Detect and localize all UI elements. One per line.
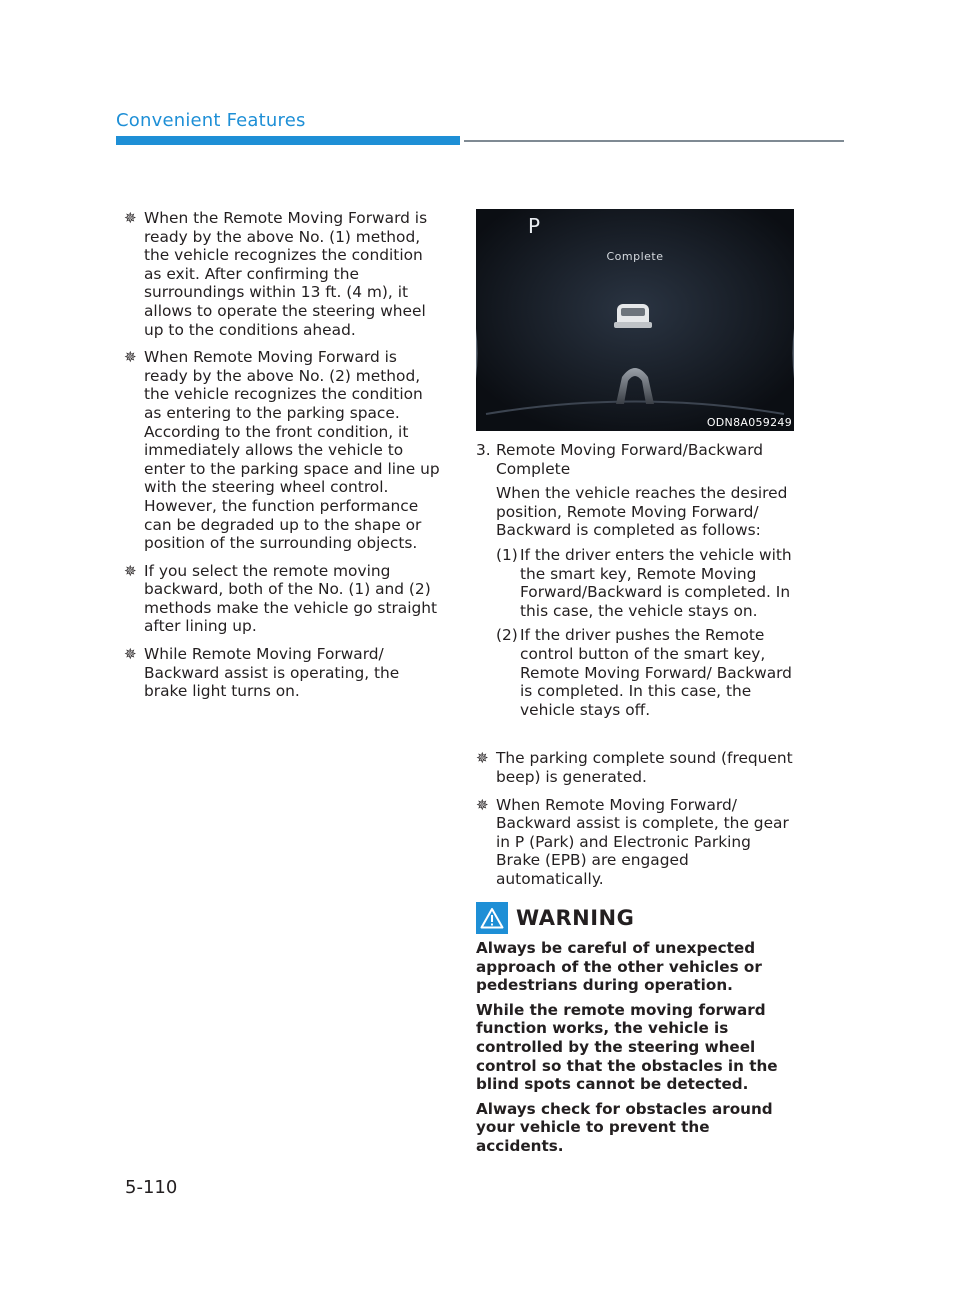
figure-id: ODN8A059249 <box>706 416 792 429</box>
step-number: 3. <box>476 441 491 459</box>
note-text: If you select the remote moving backward, both of the No. (1) and (2) methods make the vehicle go straight after lining up. <box>144 561 438 636</box>
sub-item-number: (2) <box>496 626 518 645</box>
note-text: When Remote Moving Forward is ready by the above No. (2) method, the vehicle recognizes the condition as entering to the parking space. According to the front condition, it immediately allows the vehicle to enter to the parking space and line up with the steering wheel control. However, the function performance can be degraded up to the shape or position of the surrounding objects. <box>144 348 440 553</box>
asterisk-icon: ✵ <box>476 795 489 814</box>
warning-header <box>476 901 798 935</box>
sub-item-text: If the driver pushes the Remote control button of the smart key, Remote Moving Forward/ Backward is completed. In this case, the vehicle stays off. <box>520 626 792 719</box>
section-title: Convenient Features <box>116 110 306 131</box>
step-intro: When the vehicle reaches the desired position, Remote Moving Forward/ Backward is completed as follows: <box>496 484 788 540</box>
left-column <box>124 209 440 710</box>
gear-indicator: P <box>528 214 541 238</box>
cluster-display-figure <box>476 209 794 431</box>
cluster-display-illustration <box>476 209 794 431</box>
note-text: When the Remote Moving Forward is ready by the above No. (1) method, the vehicle recognizes the condition as exit. After confirming the surroundings within 13 ft. (4 m), it allows to operate the steering wheel up to the conditions ahead. <box>144 209 428 339</box>
asterisk-icon: ✵ <box>124 561 137 580</box>
asterisk-icon: ✵ <box>476 749 489 768</box>
step-3 <box>476 441 798 719</box>
asterisk-icon: ✵ <box>124 645 137 664</box>
note-item <box>476 749 798 786</box>
warning-paragraph: Always check for obstacles around your vehicle to prevent the accidents. <box>476 1099 773 1155</box>
step-title: Remote Moving Forward/Backward Complete <box>496 441 764 478</box>
note-text: While Remote Moving Forward/ Backward assist is operating, the brake light turns on. <box>144 645 400 701</box>
sub-item-number: (1) <box>496 545 518 564</box>
car-icon <box>614 304 652 328</box>
note-item <box>124 645 440 701</box>
warning-title: WARNING <box>516 906 635 930</box>
warning-icon <box>476 902 508 934</box>
right-column <box>476 441 798 897</box>
warning-paragraph: While the remote moving forward function works, the vehicle is controlled by the steering wheel control so that the obstacles in the blind spots cannot be detected. <box>476 1000 778 1094</box>
note-item <box>124 209 440 339</box>
sub-item-text: If the driver enters the vehicle with the smart key, Remote Moving Forward/Backward is completed. In this case, the vehicle stays on. <box>520 545 792 620</box>
header-rule <box>464 140 844 142</box>
warning-box <box>476 901 798 1162</box>
note-item <box>124 348 440 553</box>
sub-item <box>496 546 798 620</box>
header-rule-accent <box>116 136 460 145</box>
note-text: The parking complete sound (frequent beep) is generated. <box>496 749 793 786</box>
asterisk-icon: ✵ <box>124 348 137 367</box>
page-number: 5-110 <box>125 1177 178 1198</box>
sub-item <box>496 626 798 719</box>
warning-paragraph: Always be careful of unexpected approach of the other vehicles or pedestrians during operation. <box>476 939 762 995</box>
note-text: When Remote Moving Forward/ Backward assist is complete, the gear in P (Park) and Electronic Parking Brake (EPB) are engaged automatically. <box>496 795 789 888</box>
status-label: Complete <box>606 250 664 263</box>
asterisk-icon: ✵ <box>124 209 137 227</box>
note-item <box>124 562 440 636</box>
note-item <box>476 796 798 889</box>
